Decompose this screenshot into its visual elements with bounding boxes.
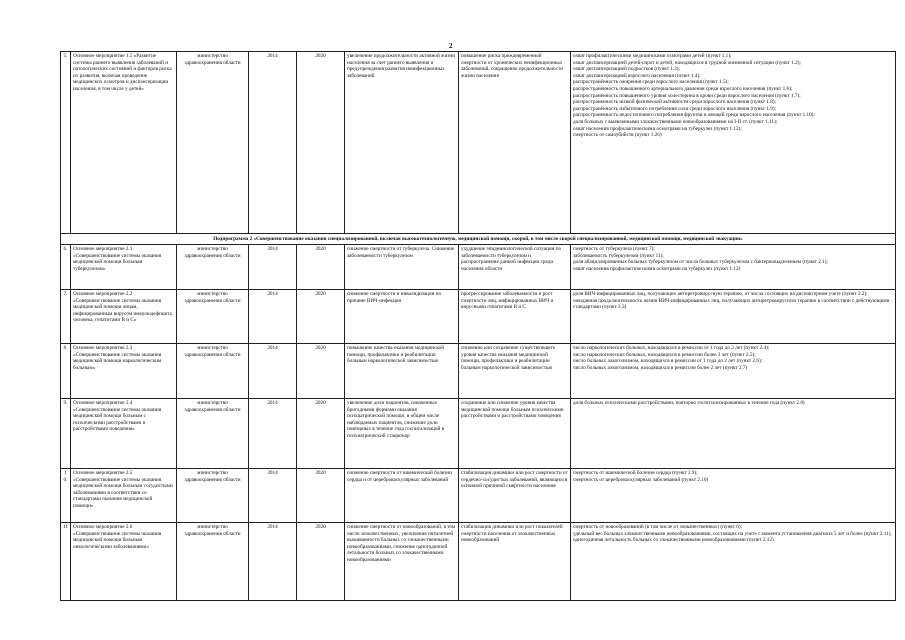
start-year: 2014	[249, 290, 297, 344]
start-year: 2014	[249, 344, 297, 399]
indicator-item: распространённость избыточного потребления соли среди взрослого населения (пункт 1.9);	[573, 105, 776, 112]
indicators-cell	[571, 344, 896, 399]
page-number: 2	[449, 42, 453, 50]
row-number: 11	[61, 523, 71, 601]
measure-name: Основное мероприятие 2.3 «Совершенствование системы оказания медицинской помощи наркологическим больным»	[71, 344, 177, 399]
non-implementation-consequences: снижение или сохранение существующего уровня качества оказания медицинской помощи, профилактики и реабилитации больным наркологической зависимостью	[459, 344, 571, 399]
executor: министерство здравоохранения области	[177, 399, 249, 469]
expected-result: повышение качества оказания медицинской помощи, профилактики и реабилитации больным наркологической зависимостью	[345, 344, 459, 399]
table-row	[61, 523, 896, 601]
table-row	[61, 399, 896, 469]
executor: министерство здравоохранения области	[177, 52, 249, 234]
expected-result: увеличение продолжительности активной жизни населения за счет раннего выявления и предупреждения развития неинфекционных заболеваний	[345, 52, 459, 234]
indicator-item: удельный вес больных злокачественными новообразованиями, состоящих на учете с момента установления диагноза 5 лет и более (пункт 2.11),	[573, 530, 892, 537]
non-implementation-consequences: сохранение или снижение уровня качества медицинской помощи больным психическими расстройствами и расстройствами поведения	[459, 399, 571, 469]
expected-result: снижение смертности от туберкулеза. Снижение заболеваемости туберкулезом	[345, 245, 459, 290]
measures-table	[60, 51, 896, 601]
indicator-item: доля ВИЧ-инфицированных лиц, получающих антиретровирусную терапию, от числа состоящих на диспансерном учете (пункт 2.2);	[573, 291, 868, 297]
indicator-item: доля абациллированных больных туберкулезом от числа больных туберкулезом с бактериовыделением (пункт 2.1);	[573, 259, 828, 266]
end-year: 2020	[297, 52, 345, 234]
end-year: 2020	[297, 469, 345, 523]
indicator-item: распространённость ожирения среди взрослого населения (пункт 1.5);	[573, 79, 729, 86]
subprogram-title: Подпрограмма 2 «Совершенствование оказания специализированной, включая высокотехнологичную, медицинской помощи, скорой, в том числе скорой специализированной, медицинской помощи, медицинской эвакуации»	[61, 234, 896, 245]
indicator-item: смертность от новообразований (в том числе от злокачественных) (пункт 6);	[573, 524, 743, 530]
executor: министерство здравоохранения области	[177, 344, 249, 399]
table-row	[61, 469, 896, 523]
expected-result: увеличение доли пациентов, охваченных бригадными формами оказания психиатрической помощи, в общем числе наблюдаемых пациентов, снижение доли повторных в течение года госпитализаций в психиатрический стационар	[345, 399, 459, 469]
indicator-item: смертность от самоубийств (пункт 1.26)	[573, 132, 662, 139]
executor: министерство здравоохранения области	[177, 523, 249, 601]
indicators-cell	[571, 523, 896, 601]
end-year: 2020	[297, 399, 345, 469]
indicators-cell	[571, 52, 896, 234]
non-implementation-consequences: ухудшение эпидемиологической ситуации по заболеваемости туберкулезом и распространение данной инфекции среди населения области	[459, 245, 571, 290]
row-number: 9.	[61, 399, 71, 469]
indicator-item: одногодичная летальность больных со злокачественными новообразованиями (пункт 2.12)	[573, 537, 774, 544]
indicator-item: охват населения профилактическими осмотрами на туберкулез (пункт 1.12)	[573, 265, 741, 272]
end-year: 2020	[297, 344, 345, 399]
non-implementation-consequences: прогрессирование заболеваемости и рост смертности лиц, инфицированных ВИЧ и вирусными гепатитами В и С	[459, 290, 571, 344]
measure-name: Основное мероприятие 2.6 «Совершенствование системы оказания медицинской помощи больным онкологическими заболеваниями»	[71, 523, 177, 601]
indicator-item: число наркологических больных, находящихся в ремиссии от 1 года до 2 лет (пункт 2.4);	[573, 345, 770, 351]
indicator-item: охват диспансеризацией подростков (пункт 1.3);	[573, 66, 680, 73]
indicator-item: распространенность низкой физической активности среди взрослого населения (пункт 1.8);	[573, 99, 776, 106]
indicator-item: заболеваемость туберкулезом (пункт 11);	[573, 252, 664, 259]
table-body	[61, 52, 896, 601]
measure-name: Основное мероприятие 2.1 «Совершенствование системы оказания медицинской помощи больным туберкулезом»	[71, 245, 177, 290]
indicators-cell	[571, 245, 896, 290]
start-year: 2014	[249, 469, 297, 523]
indicator-item: распространённость повышенного уровня холестерина в крови среди взрослого населения (пункт 1.7);	[573, 92, 801, 99]
end-year: 2020	[297, 290, 345, 344]
row-number: 5.	[61, 52, 71, 234]
indicator-item: число наркологических больных, находящихся в ремиссии более 2 лет (пункт 2.5);	[573, 351, 756, 358]
indicator-item: смертность от ишемической болезни сердца (пункт 2.9);	[573, 470, 698, 476]
indicators-cell	[571, 399, 896, 469]
table-row	[61, 290, 896, 344]
indicator-item: распространённость повышенного артериального давления среди взрослого населения (пункт 1.6);	[573, 85, 793, 92]
end-year: 2020	[297, 523, 345, 601]
indicators-cell	[571, 469, 896, 523]
measure-name: Основное мероприятие 2.5 «Совершенствование системы оказания медицинской помощи больным сосудистыми заболеваниями в соответствии со стандартами оказания медицинской помощи»	[71, 469, 177, 523]
row-number: 10.	[61, 469, 71, 523]
indicator-item: охват диспансеризацией взрослого населения (пункт 1.4);	[573, 72, 701, 79]
expected-result: снижение смертности и инвалидизации по причине ВИЧ-инфекции	[345, 290, 459, 344]
indicator-item: доля больных с выявленными злокачественными новообразованиями на I-II ст. (пункт 1.11);	[573, 118, 778, 125]
expected-result: снижение смертности от ишемической болезни сердца и от цереброваскулярных заболеваний	[345, 469, 459, 523]
indicator-item: охват профилактическими медицинскими осмотрами детей (пункт 1.1);	[573, 53, 732, 59]
measure-name: Основное мероприятие 1.5 «Развитие системы раннего выявления заболеваний и патологических состояний и факторов риска их развития, включая проведение медицинских осмотров и диспансеризации населения, в том числе у детей»	[71, 52, 177, 234]
non-implementation-consequences: повышение риска преждевременной смертности от хронических неинфекционных заболеваний, сокращение продолжительности жизни населения	[459, 52, 571, 234]
non-implementation-consequences: стабилизация динамики или рост показателей смертности населения от злокачественных новообразований	[459, 523, 571, 601]
indicator-item: число больных алкоголизмом, находящихся в ремиссии более 2 лет (пункт 2.7)	[573, 364, 748, 371]
row-number: 8.	[61, 344, 71, 399]
start-year: 2014	[249, 399, 297, 469]
measure-name: Основное мероприятие 2.2 «Совершенствование системы оказания медицинской помощи лицам, инфицированным вирусом иммунодефицита человека, гепатитами В и С»	[71, 290, 177, 344]
row-number: 7.	[61, 290, 71, 344]
indicator-item: смертность от туберкулеза (пункт 7);	[573, 246, 655, 252]
executor: министерство здравоохранения области	[177, 469, 249, 523]
start-year: 2014	[249, 523, 297, 601]
indicator-item: охват населения профилактическими осмотрами на туберкулез (пункт 1.12);	[573, 125, 742, 132]
end-year: 2020	[297, 245, 345, 290]
measure-name: Основное мероприятие 2.4 «Совершенствование системы оказания медицинской помощи больным с психическими расстройствами и расстройствами поведения»	[71, 399, 177, 469]
indicator-item: смертность от цереброваскулярных заболеваний (пункт 2.10)	[573, 476, 709, 483]
expected-result: снижение смертности от новообразований, в том числе злокачественных, увеличение пятилетней выживаемости больных со злокачественными новообразованиями, снижение одногодичной летальности больных со злокачественными новообразованиями	[345, 523, 459, 601]
table-row	[61, 52, 896, 234]
start-year: 2014	[249, 245, 297, 290]
non-implementation-consequences: стабилизация динамики или рост смертности от сердечно-сосудистых заболеваний, являющихся основной причиной смертности населения	[459, 469, 571, 523]
subprogram-row	[61, 234, 896, 245]
row-number: 6.	[61, 245, 71, 290]
indicator-item: распространенность недостаточного потребления фруктов и овощей среди взрослого населения (пункт 1.10);	[573, 112, 815, 119]
indicator-item: число больных алкоголизмом, находящихся в ремиссии от 1 года до 2 лет (пункт 2.6);	[573, 358, 763, 365]
start-year: 2014	[249, 52, 297, 234]
table-row	[61, 344, 896, 399]
indicator-item: охват диспансеризацией детей-сирот и детей, находящихся в трудной жизненной ситуации (пункт 1.2);	[573, 59, 801, 66]
indicators-cell	[571, 290, 896, 344]
table-row	[61, 245, 896, 290]
indicator-item: ожидаемая продолжительность жизни ВИЧ-инфицированных лиц, получающих антиретровирусную терапию в соответствии с действующими стандартами (пункт 2.3)	[573, 297, 890, 311]
executor: министерство здравоохранения области	[177, 290, 249, 344]
indicator-item: доля больных психическими расстройствами, повторно госпитализированных в течение года (пункт 2.8)	[573, 400, 805, 406]
executor: министерство здравоохранения области	[177, 245, 249, 290]
